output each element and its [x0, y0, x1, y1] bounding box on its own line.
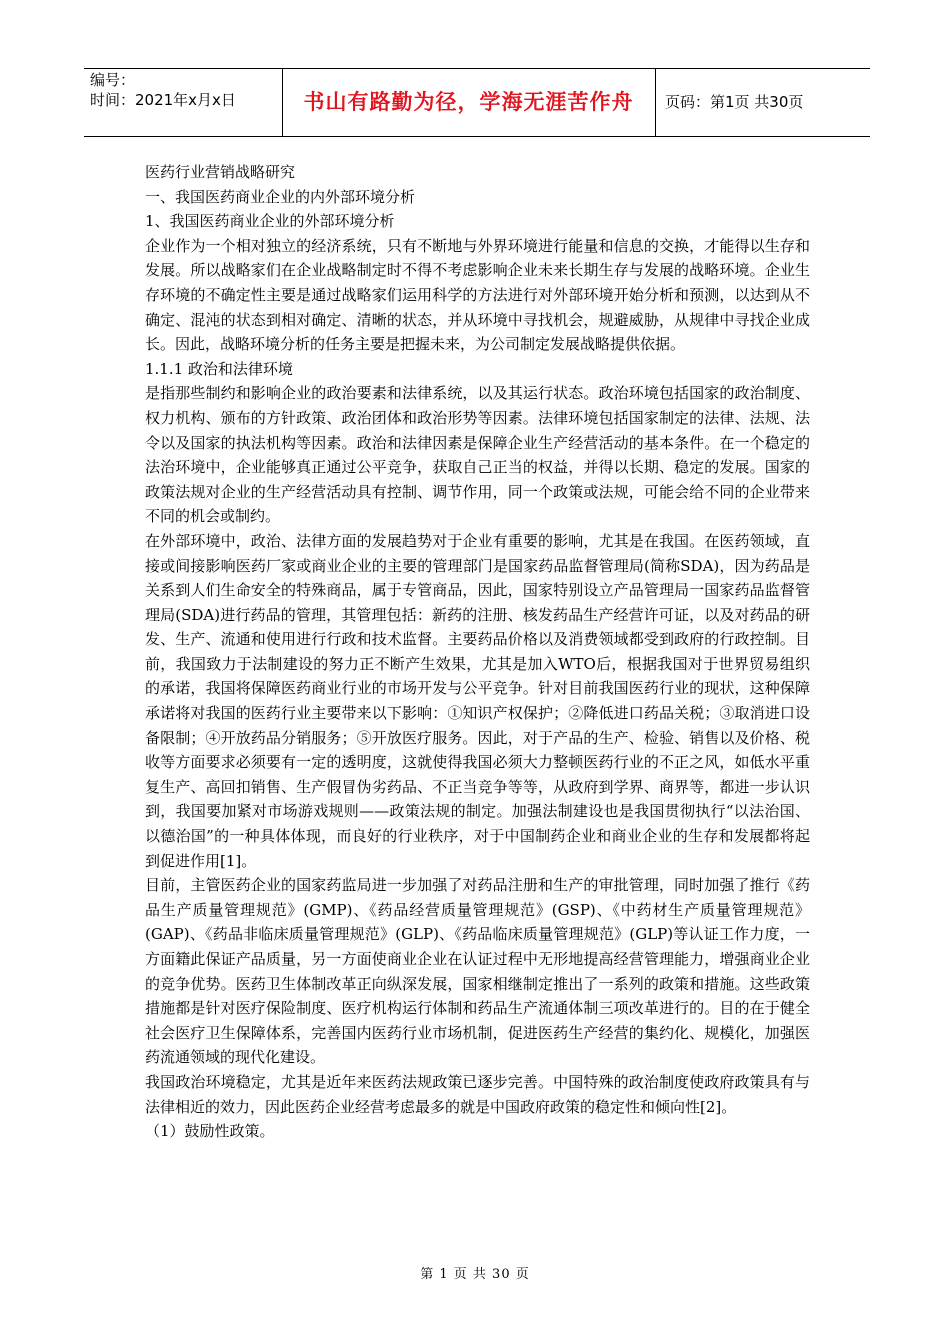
list-item: （1）鼓励性政策。: [145, 1122, 275, 1141]
page-footer: [0, 1266, 950, 1284]
header-divider: [655, 68, 656, 137]
header-motto: 书山有路勤为径，学海无涯苦作舟: [303, 90, 634, 114]
paragraph: 在外部环境中，政治、法律方面的发展趋势对于企业有重要的影响，尤其是在我国。在医药领域，直接或间接影响医药厂家或商业企业的主要的管理部门是国家药品监督管理局(简称SDA)，因为药品是关系到人们生命安全的特殊商品，属于专管商品，因此，国家特别设立产品管理局一国家药品监督管理局(SDA)进行药品的管理，其管理包括：新药的注册、核发药品生产经营许可证，以及对药品的研发、生产、流通和使用进行行政和技术监督。主要药品价格以及消费领域都受到政府的行政控制。目前，我国致力于法制建设的努力正不断产生效果，尤其是加入WTO后，根据我国对于世界贸易组织的承诺，我国将保障医药商业行业的市场开发与公平竞争。针对目前我国医药行业的现状，这种保障承诺将对我国的医药行业主要带来以下影响：①知识产权保护；②降低进口药品关税；③取消进口设备限制；④开放药品分销服务；⑤开放医疗服务。因此，对于产品的生产、检验、销售以及价格、税收等方面要求必须要有一定的透明度，这就使得我国必须大力整顿医药行业的不正之风，如低水平重复生产、高回扣销售、生产假冒伪劣药品、不正当竞争等等，从政府到学界、商界等，都进一步认识到，我国要加紧对市场游戏规则——政策法规的制定。加强法制建设也是我国贯彻执行“以法治国、以德治国”的一种具体体现，而良好的行业秩序，对于中国制药企业和商业企业的生存和发展都将起到促进作用[1]。: [145, 531, 810, 870]
paragraph: 目前，主管医药企业的国家药监局进一步加强了对药品注册和生产的审批管理，同时加强了推行《药品生产质量管理规范》(GMP)、《药品经营质量管理规范》(GSP)、《中药材生产质量管理规范》(GAP)、《药品非临床质量管理规范》(GLP)、《药品临床质量管理规范》(GLP)等认证工作力度，一方面籍此保证产品质量，另一方面使商业企业在认证过程中无形地提高经营管理能力，增强商业企业的竞争优势。医药卫生体制改革正向纵深发展，国家相继制定推出了一系列的政策和措施。这些政策措施都是针对医疗保险制度、医疗机构运行体制和药品生产流通体制三项改革进行的。目的在于健全社会医疗卫生保障体系，完善国内医药行业市场机制，促进医药生产经营的集约化、规模化，加强医药流通领域的现代化建设。: [145, 876, 810, 1067]
paragraph: 是指那些制约和影响企业的政治要素和法律系统，以及其运行状态。政治环境包括国家的政治制度、权力机构、颁布的方针政策、政治团体和政治形势等因素。法律环境包括国家制定的法律、法规、法令以及国家的执法机构等因素。政治和法律因素是保障企业生产经营活动的基本条件。在一个稳定的法治环境中，企业能够真正通过公平竞争，获取自己正当的权益，并得以长期、稳定的发展。国家的政策法规对企业的生产经营活动具有控制、调节作用，同一个政策或法规，可能会给不同的企业带来不同的机会或制约。: [145, 384, 810, 526]
header-bottom-rule: [84, 136, 870, 137]
serial-number-label: 编号：: [90, 71, 136, 89]
document-title: 医药行业营销战略研究: [145, 163, 296, 181]
page-header: [84, 68, 870, 138]
subsection-heading: 1、我国医药商业企业的外部环境分析: [145, 212, 395, 231]
document-body: [145, 160, 810, 1144]
paragraph: 我国政治环境稳定，尤其是近年来医药法规政策已逐步完善。中国特殊的政治制度使政府政策具有与法律相近的效力，因此医药企业经营考虑最多的就是中国政府政策的稳定性和倾向性[2]。: [145, 1072, 810, 1116]
paragraph: 企业作为一个相对独立的经济系统，只有不断地与外界环境进行能量和信息的交换，才能得以生存和发展。所以战略家们在企业战略制定时不得不考虑影响企业未来长期生存与发展的战略环境。企业生存环境的不确定性主要是通过战略家们运用科学的方法进行对外部环境开始分析和预测，以达到从不确定、混沌的状态到相对确定、清晰的状态，并从环境中寻找机会，规避威胁，从规律中寻找企业成长。因此，战略环境分析的任务主要是把握未来，为公司制定发展战略提供依据。: [145, 236, 810, 354]
section-heading: 一、我国医药商业企业的内外部环境分析: [145, 187, 416, 206]
header-top-rule: [84, 68, 870, 69]
subsection-heading: 1.1.1 政治和法律环境: [145, 359, 293, 378]
footer-page-number: 第 1 页 共 30 页: [420, 1267, 530, 1282]
header-page-number: 页码：第1页 共30页: [665, 93, 804, 111]
date-label: 时间：2021年x月x日: [90, 91, 236, 109]
